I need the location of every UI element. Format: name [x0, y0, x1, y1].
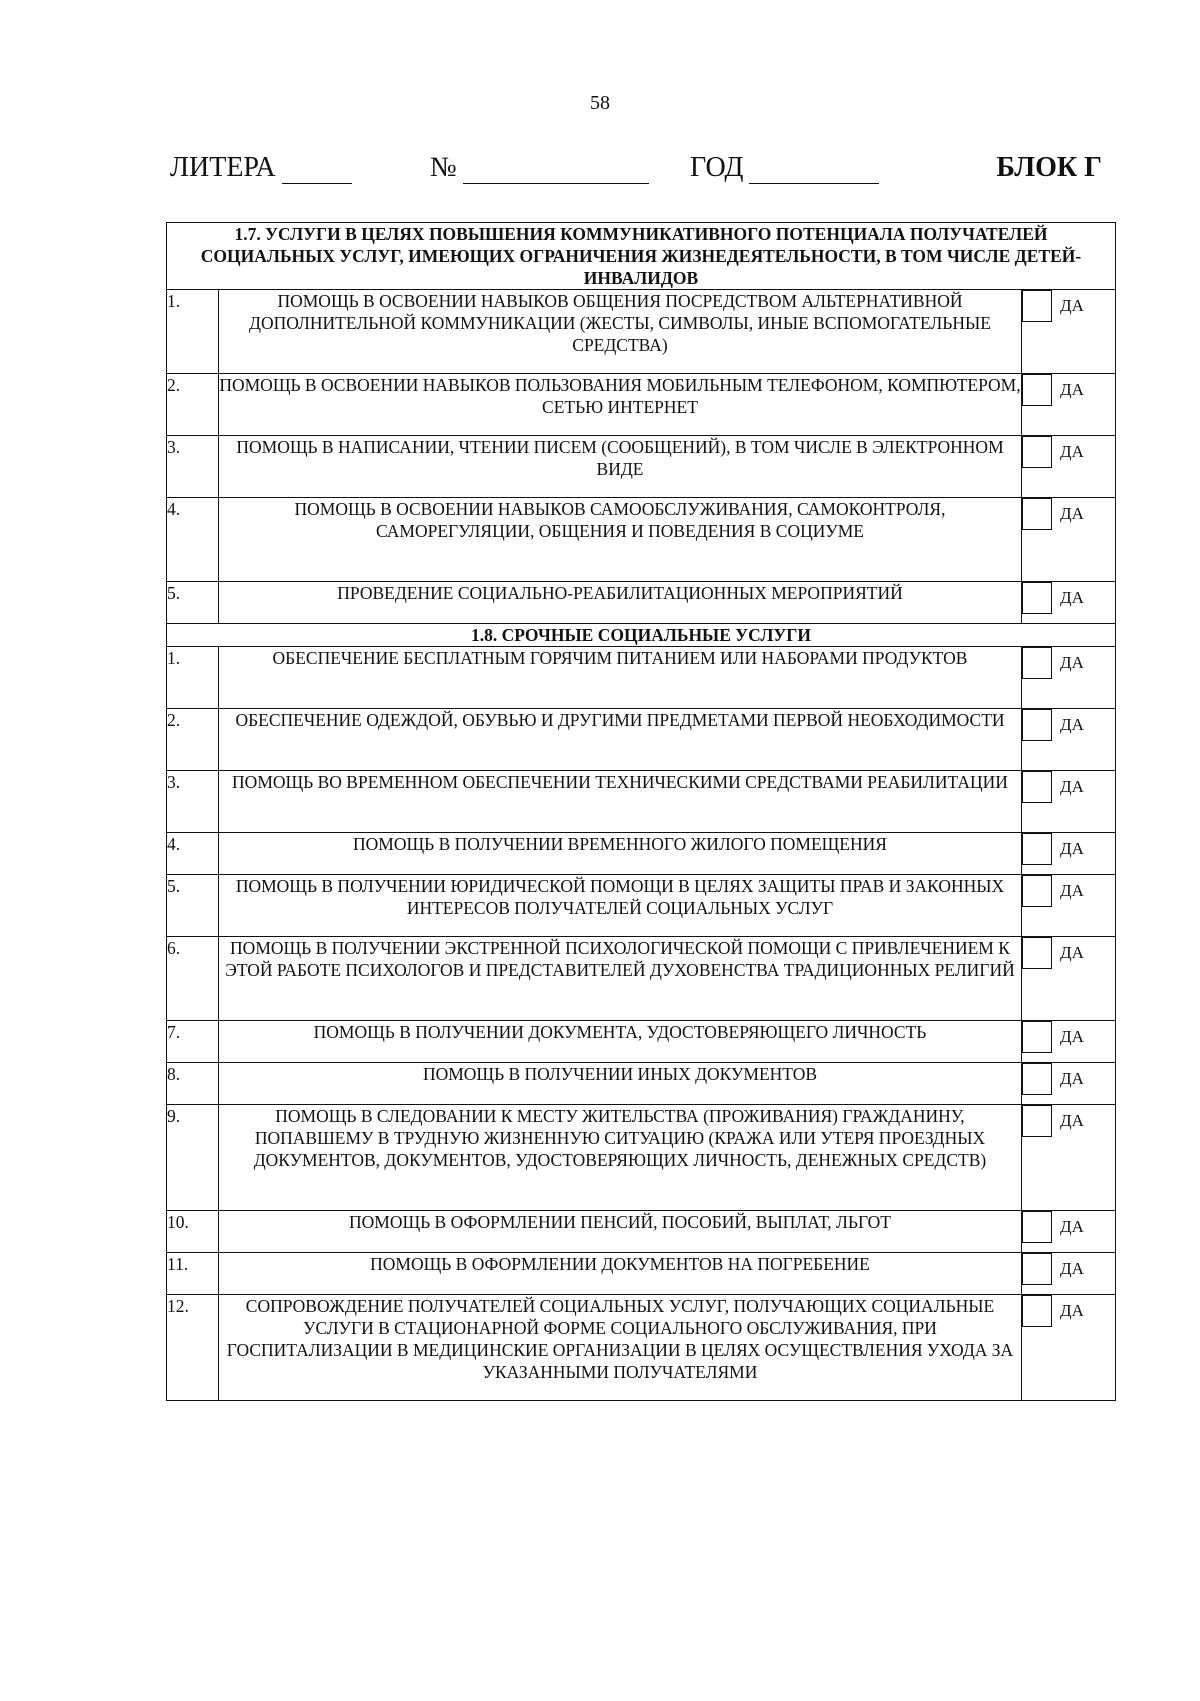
year-field — [690, 152, 879, 184]
number-input-line[interactable] — [463, 157, 649, 184]
yes-checkbox[interactable] — [1022, 771, 1052, 803]
service-description: ПОМОЩЬ В ПОЛУЧЕНИИ ЭКСТРЕННОЙ ПСИХОЛОГИЧЕСКОЙ ПОМОЩИ С ПРИВЛЕЧЕНИЕМ К ЭТОЙ РАБОТЕ ПСИХОЛОГОВ И ПРЕДСТАВИТЕЛЕЙ ДУХОВЕНСТВА ТРАДИЦИОННЫХ РЕЛИГИЙ — [219, 937, 1022, 1021]
checkbox-cell — [1021, 1021, 1115, 1063]
service-row — [167, 1063, 1116, 1105]
section-1-7-anchor — [167, 624, 1116, 647]
service-row — [167, 771, 1116, 833]
yes-checkbox[interactable] — [1022, 937, 1052, 969]
service-description: ПОМОЩЬ В ОСВОЕНИИ НАВЫКОВ ПОЛЬЗОВАНИЯ МОБИЛЬНЫМ ТЕЛЕФОНОМ, КОМПЮТЕРОМ, СЕТЬЮ ИНТЕРНЕТ — [219, 374, 1022, 436]
yes-label: ДА — [1059, 943, 1084, 962]
litera-input-line[interactable] — [282, 157, 352, 184]
service-description: ПРОВЕДЕНИЕ СОЦИАЛЬНО-РЕАБИЛИТАЦИОННЫХ МЕРОПРИЯТИЙ — [219, 582, 1022, 624]
service-row — [167, 582, 1116, 624]
yes-label: ДА — [1059, 1027, 1084, 1046]
year-label: ГОД — [690, 152, 744, 183]
service-row — [167, 1105, 1116, 1211]
checkbox-cell — [1021, 875, 1115, 937]
section-1-8-title: 1.8. СРОЧНЫЕ СОЦИАЛЬНЫЕ УСЛУГИ — [167, 624, 1116, 647]
service-row — [167, 436, 1116, 498]
service-description: ПОМОЩЬ В ПОЛУЧЕНИИ ИНЫХ ДОКУМЕНТОВ — [219, 1063, 1022, 1105]
row-number: 5. — [167, 582, 219, 624]
service-row — [167, 374, 1116, 436]
yes-checkbox[interactable] — [1022, 1021, 1052, 1053]
row-number: 1. — [167, 647, 219, 709]
checkbox-cell — [1021, 937, 1115, 1021]
service-row — [167, 833, 1116, 875]
yes-label: ДА — [1059, 839, 1084, 858]
litera-field — [170, 152, 352, 184]
yes-checkbox[interactable] — [1022, 647, 1052, 679]
checkbox-cell — [1021, 1105, 1115, 1211]
yes-label: ДА — [1059, 653, 1084, 672]
row-number: 2. — [167, 374, 219, 436]
yes-checkbox[interactable] — [1022, 436, 1052, 468]
row-number: 5. — [167, 875, 219, 937]
services-table — [166, 222, 1116, 1401]
yes-checkbox[interactable] — [1022, 875, 1052, 907]
checkbox-cell — [1021, 1295, 1115, 1401]
page-number: 58 — [590, 92, 610, 114]
block-label: БЛОК Г — [996, 152, 1102, 183]
row-number: 11. — [167, 1253, 219, 1295]
yes-label: ДА — [1059, 442, 1084, 461]
services-table-body — [167, 223, 1116, 1401]
service-row — [167, 709, 1116, 771]
service-description: ОБЕСПЕЧЕНИЕ ОДЕЖДОЙ, ОБУВЬЮ И ДРУГИМИ ПРЕДМЕТАМИ ПЕРВОЙ НЕОБХОДИМОСТИ — [219, 709, 1022, 771]
yes-checkbox[interactable] — [1022, 1211, 1052, 1243]
year-input-line[interactable] — [749, 157, 879, 184]
row-number: 12. — [167, 1295, 219, 1401]
service-row — [167, 498, 1116, 582]
row-number: 8. — [167, 1063, 219, 1105]
section-1-7-title: 1.7. УСЛУГИ В ЦЕЛЯХ ПОВЫШЕНИЯ КОММУНИКАТИВНОГО ПОТЕНЦИАЛА ПОЛУЧАТЕЛЕЙ СОЦИАЛЬНЫХ УСЛУГ, ИМЕЮЩИХ ОГРАНИЧЕНИЯ ЖИЗНЕДЕЯТЕЛЬНОСТИ, В ТОМ ЧИСЛЕ ДЕТЕЙ-ИНВАЛИДОВ — [167, 223, 1116, 290]
yes-checkbox[interactable] — [1022, 1295, 1052, 1327]
form-header — [170, 152, 1102, 188]
yes-label: ДА — [1059, 1111, 1084, 1130]
row-number: 3. — [167, 771, 219, 833]
litera-label: ЛИТЕРА — [170, 152, 276, 183]
yes-checkbox[interactable] — [1022, 1253, 1052, 1285]
row-number: 1. — [167, 290, 219, 374]
row-number: 10. — [167, 1211, 219, 1253]
checkbox-cell — [1021, 436, 1115, 498]
service-description: ПОМОЩЬ В ПОЛУЧЕНИИ ЮРИДИЧЕСКОЙ ПОМОЩИ В ЦЕЛЯХ ЗАЩИТЫ ПРАВ И ЗАКОННЫХ ИНТЕРЕСОВ ПОЛУЧАТЕЛЕЙ СОЦИАЛЬНЫХ УСЛУГ — [219, 875, 1022, 937]
checkbox-cell — [1021, 647, 1115, 709]
row-number: 6. — [167, 937, 219, 1021]
yes-label: ДА — [1059, 1301, 1084, 1320]
service-row — [167, 1211, 1116, 1253]
yes-label: ДА — [1059, 504, 1084, 523]
checkbox-cell — [1021, 582, 1115, 624]
checkbox-cell — [1021, 290, 1115, 374]
row-number: 2. — [167, 709, 219, 771]
service-description: ПОМОЩЬ В НАПИСАНИИ, ЧТЕНИИ ПИСЕМ (СООБЩЕНИЙ), В ТОМ ЧИСЛЕ В ЭЛЕКТРОННОМ ВИДЕ — [219, 436, 1022, 498]
yes-checkbox[interactable] — [1022, 290, 1052, 322]
checkbox-cell — [1021, 833, 1115, 875]
service-row — [167, 1295, 1116, 1401]
yes-label: ДА — [1059, 881, 1084, 900]
row-number: 9. — [167, 1105, 219, 1211]
service-description: ПОМОЩЬ В СЛЕДОВАНИИ К МЕСТУ ЖИТЕЛЬСТВА (ПРОЖИВАНИЯ) ГРАЖДАНИНУ, ПОПАВШЕМУ В ТРУДНУЮ ЖИЗНЕННУЮ СИТУАЦИЮ (КРАЖА ИЛИ УТЕРЯ ПРОЕЗДНЫХ ДОКУМЕНТОВ, ДОКУМЕНТОВ, УДОСТОВЕРЯЮЩИХ ЛИЧНОСТЬ, ДЕНЕЖНЫХ СРЕДСТВ) — [219, 1105, 1022, 1211]
row-number: 4. — [167, 833, 219, 875]
number-label: № — [430, 152, 457, 183]
row-number: 4. — [167, 498, 219, 582]
yes-label: ДА — [1059, 777, 1084, 796]
number-field — [430, 152, 649, 184]
checkbox-cell — [1021, 374, 1115, 436]
checkbox-cell — [1021, 498, 1115, 582]
yes-label: ДА — [1059, 588, 1084, 607]
yes-checkbox[interactable] — [1022, 582, 1052, 614]
service-row — [167, 875, 1116, 937]
yes-checkbox[interactable] — [1022, 374, 1052, 406]
service-row — [167, 647, 1116, 709]
yes-label: ДА — [1059, 1259, 1084, 1278]
yes-label: ДА — [1059, 1069, 1084, 1088]
yes-label: ДА — [1059, 1217, 1084, 1236]
section-header-row — [167, 223, 1116, 290]
yes-label: ДА — [1059, 296, 1084, 315]
yes-checkbox[interactable] — [1022, 1063, 1052, 1095]
row-number: 7. — [167, 1021, 219, 1063]
yes-label: ДА — [1059, 380, 1084, 399]
service-description: ПОМОЩЬ ВО ВРЕМЕННОМ ОБЕСПЕЧЕНИИ ТЕХНИЧЕСКИМИ СРЕДСТВАМИ РЕАБИЛИТАЦИИ — [219, 771, 1022, 833]
yes-label: ДА — [1059, 715, 1084, 734]
service-description: СОПРОВОЖДЕНИЕ ПОЛУЧАТЕЛЕЙ СОЦИАЛЬНЫХ УСЛУГ, ПОЛУЧАЮЩИХ СОЦИАЛЬНЫЕ УСЛУГИ В СТАЦИОНАРНОЙ ФОРМЕ СОЦИАЛЬНОГО ОБСЛУЖИВАНИЯ, ПРИ ГОСПИТАЛИЗАЦИИ В МЕДИЦИНСКИЕ ОРГАНИЗАЦИИ В ЦЕЛЯХ ОСУЩЕСТВЛЕНИЯ УХОДА ЗА УКАЗАННЫМИ ПОЛУЧАТЕЛЯМИ — [219, 1295, 1022, 1401]
service-description: ПОМОЩЬ В ПОЛУЧЕНИИ ВРЕМЕННОГО ЖИЛОГО ПОМЕЩЕНИЯ — [219, 833, 1022, 875]
service-description: ПОМОЩЬ В ОФОРМЛЕНИИ ДОКУМЕНТОВ НА ПОГРЕБЕНИЕ — [219, 1253, 1022, 1295]
service-description: ПОМОЩЬ В ОФОРМЛЕНИИ ПЕНСИЙ, ПОСОБИЙ, ВЫПЛАТ, ЛЬГОТ — [219, 1211, 1022, 1253]
checkbox-cell — [1021, 771, 1115, 833]
service-description: ПОМОЩЬ В ОСВОЕНИИ НАВЫКОВ ОБЩЕНИЯ ПОСРЕДСТВОМ АЛЬТЕРНАТИВНОЙ ДОПОЛНИТЕЛЬНОЙ КОММУНИКАЦИИ (ЖЕСТЫ, СИМВОЛЫ, ИНЫЕ ВСПОМОГАТЕЛЬНЫЕ СРЕДСТВА) — [219, 290, 1022, 374]
service-description: ОБЕСПЕЧЕНИЕ БЕСПЛАТНЫМ ГОРЯЧИМ ПИТАНИЕМ ИЛИ НАБОРАМИ ПРОДУКТОВ — [219, 647, 1022, 709]
yes-checkbox[interactable] — [1022, 833, 1052, 865]
checkbox-cell — [1021, 1253, 1115, 1295]
yes-checkbox[interactable] — [1022, 498, 1052, 530]
service-description: ПОМОЩЬ В ОСВОЕНИИ НАВЫКОВ САМООБСЛУЖИВАНИЯ, САМОКОНТРОЛЯ, САМОРЕГУЛЯЦИИ, ОБЩЕНИЯ И ПОВЕДЕНИЯ В СОЦИУМЕ — [219, 498, 1022, 582]
checkbox-cell — [1021, 1063, 1115, 1105]
service-row — [167, 290, 1116, 374]
service-description: ПОМОЩЬ В ПОЛУЧЕНИИ ДОКУМЕНТА, УДОСТОВЕРЯЮЩЕГО ЛИЧНОСТЬ — [219, 1021, 1022, 1063]
service-row — [167, 1021, 1116, 1063]
yes-checkbox[interactable] — [1022, 709, 1052, 741]
row-number: 3. — [167, 436, 219, 498]
checkbox-cell — [1021, 709, 1115, 771]
service-row — [167, 1253, 1116, 1295]
service-row — [167, 937, 1116, 1021]
checkbox-cell — [1021, 1211, 1115, 1253]
yes-checkbox[interactable] — [1022, 1105, 1052, 1137]
